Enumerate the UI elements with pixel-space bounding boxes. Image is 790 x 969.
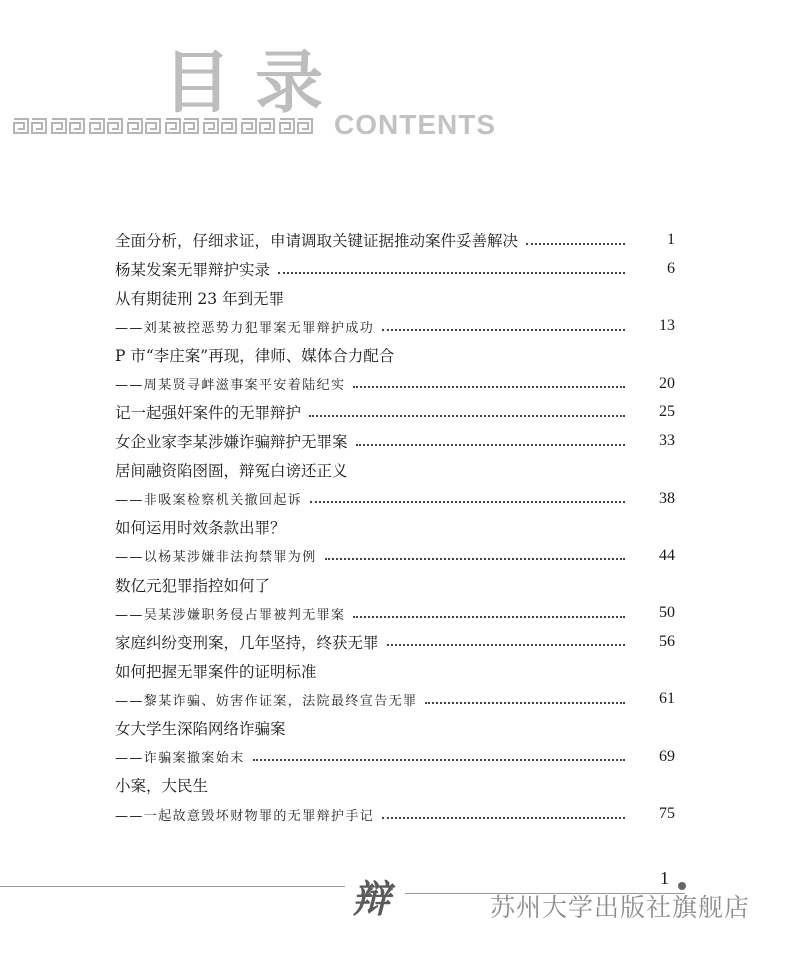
toc-entry-row[interactable] — [115, 656, 675, 685]
toc-subtitle-text: ——周某贤寻衅滋事案平安着陆纪实 — [115, 378, 346, 394]
toc-entry-title: 全面分析，仔细求证，申请调取关键证据推动案件妥善解决 — [115, 232, 519, 251]
footer-ornament-glyph: 辩 — [352, 876, 391, 921]
toc-subtitle-text: ——非吸案检察机关撤回起诉 — [115, 493, 303, 509]
toc-entry-row[interactable] — [115, 398, 675, 427]
toc-entry-row[interactable] — [115, 283, 675, 312]
toc-subtitle-text: ——刘某被控恶势力犯罪案无罪辩护成功 — [115, 320, 375, 336]
toc-page-number: 61 — [659, 690, 675, 708]
toc-page-number: 25 — [659, 403, 675, 421]
toc-entry-row[interactable] — [115, 341, 675, 370]
toc-subtitle-row[interactable] — [115, 312, 675, 341]
toc-entry-title: 数亿元犯罪指控如何了 — [115, 576, 271, 595]
meander-border-decoration — [12, 116, 328, 136]
toc-subtitle-row[interactable] — [115, 484, 675, 513]
toc-dot-leader — [526, 242, 625, 245]
toc-entry-title: 女企业家李某涉嫌诈骗辩护无罪案 — [115, 433, 348, 452]
footer-page-number: 1 — [660, 868, 669, 888]
toc-subtitle-text: ——黎某诈骗、妨害作证案，法院最终宣告无罪 — [115, 693, 418, 709]
toc-entry-title: P 市“李庄案”再现，律师、媒体合力配合 — [115, 347, 395, 366]
toc-page-number: 13 — [659, 317, 675, 335]
toc-entry-row[interactable] — [115, 771, 675, 800]
toc-entry-row[interactable] — [115, 456, 675, 485]
toc-entry-row[interactable] — [115, 570, 675, 599]
toc-dot-leader — [253, 758, 625, 761]
toc-subtitle-text: ——一起故意毁坏财物罪的无罪辩护手记 — [115, 808, 375, 824]
toc-entry-title: 杨某发案无罪辩护实录 — [115, 261, 271, 280]
contents-subtitle: CONTENTS — [334, 109, 496, 140]
table-of-contents — [115, 226, 675, 828]
toc-dot-leader — [353, 385, 625, 388]
toc-entry-title: 家庭纠纷变刑案，几年坚持，终获无罪 — [115, 633, 379, 652]
watermark-text: 苏州大学出版社旗舰店 — [490, 893, 751, 922]
toc-page-number: 50 — [659, 604, 675, 622]
toc-entry-row[interactable] — [115, 714, 675, 743]
toc-entry-row[interactable] — [115, 628, 675, 657]
toc-page-number: 75 — [659, 805, 675, 823]
toc-entry-title: 如何把握无罪案件的证明标准 — [115, 662, 317, 681]
toc-page-number: 6 — [667, 260, 675, 278]
toc-subtitle-row[interactable] — [115, 800, 675, 829]
toc-entry-row[interactable] — [115, 226, 675, 255]
footer-divider-left — [0, 886, 345, 887]
toc-dot-leader — [356, 443, 625, 446]
toc-dot-leader — [387, 643, 625, 646]
toc-entry-title: 女大学生深陷网络诈骗案 — [115, 720, 286, 739]
toc-entry-title: 小案，大民生 — [115, 777, 209, 796]
toc-dot-leader — [310, 500, 625, 503]
toc-subtitle-text: ——吴某涉嫌职务侵占罪被判无罪案 — [115, 607, 346, 623]
toc-subtitle-row[interactable] — [115, 542, 675, 571]
toc-subtitle-row[interactable] — [115, 369, 675, 398]
page-title: 目录 — [163, 44, 348, 123]
toc-entry-title: 居间融资陷囹圄，辩冤白谤还正义 — [115, 461, 348, 480]
toc-entry-title: 从有期徒刑 23 年到无罪 — [115, 289, 285, 308]
toc-page-number: 33 — [659, 432, 675, 450]
toc-entry-title: 如何运用时效条款出罪？ — [115, 519, 286, 538]
toc-page-number: 38 — [659, 489, 675, 507]
toc-dot-leader — [382, 328, 625, 331]
toc-entry-title: 记一起强奸案件的无罪辩护 — [115, 404, 302, 423]
toc-page-number: 20 — [659, 374, 675, 392]
toc-subtitle-row[interactable] — [115, 742, 675, 771]
toc-subtitle-row[interactable] — [115, 599, 675, 628]
toc-dot-leader — [425, 701, 625, 704]
toc-dot-leader — [353, 615, 625, 618]
toc-entry-row[interactable] — [115, 255, 675, 284]
toc-page-number: 69 — [659, 747, 675, 765]
toc-subtitle-text: ——以杨某涉嫌非法拘禁罪为例 — [115, 550, 317, 566]
toc-entry-row[interactable] — [115, 513, 675, 542]
toc-dot-leader — [309, 414, 625, 417]
toc-page-number: 1 — [667, 231, 675, 249]
toc-dot-leader — [325, 557, 625, 560]
toc-page-number: 44 — [659, 546, 675, 564]
toc-subtitle-row[interactable] — [115, 685, 675, 714]
toc-subtitle-text: ——诈骗案撤案始末 — [115, 751, 245, 767]
toc-dot-leader — [382, 816, 625, 819]
toc-entry-row[interactable] — [115, 427, 675, 456]
toc-page-number: 56 — [659, 632, 675, 650]
toc-dot-leader — [278, 271, 625, 274]
